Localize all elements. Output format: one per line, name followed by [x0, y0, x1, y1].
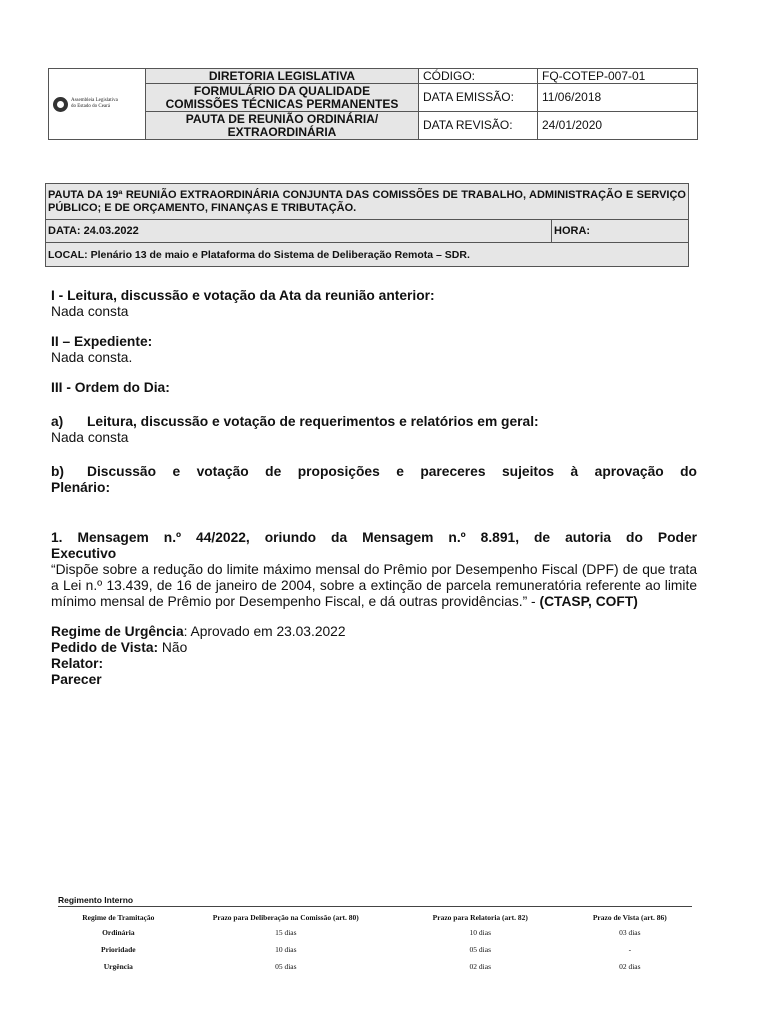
codigo-value: FQ-COTEP-007-01 — [538, 69, 698, 84]
regimento-header: Prazo de Vista (art. 86) — [592, 912, 667, 922]
meeting-date-row — [46, 219, 688, 242]
section-ordem-do-dia — [51, 380, 697, 396]
emissao-label: DATA EMISSÃO: — [419, 84, 538, 112]
regimento-table — [58, 910, 692, 975]
subsection-a — [51, 414, 697, 446]
subsection-b — [51, 464, 697, 496]
section-text: Nada consta — [51, 304, 129, 319]
codigo-label: CÓDIGO: — [419, 69, 538, 84]
item-summary: “Dispõe sobre a redução do limite máximo mensal do Prêmio por Desempenho Fiscal (DPF) de que trata a Lei n.º 13.439, de 16 de janeiro de 2004, sobre a extinção de parcela remuneratória referente ao limite mínimo mensal de Prêmio por Desempenho Fiscal, e dá outras providências.” - (CTASP, COFT) — [51, 562, 697, 609]
formulario-heading: FORMULÁRIO DA QUALIDADE COMISSÕES TÉCNICAS PERMANENTES — [146, 84, 419, 112]
agenda-item-1 — [51, 530, 697, 610]
parecer-line: Parecer — [51, 672, 102, 687]
revisao-value: 24/01/2020 — [538, 112, 698, 140]
section-title: III - Ordem do Dia: — [51, 380, 170, 395]
assembly-logo-text: Assembleia Legislativa do Estado do Ceará — [71, 98, 118, 109]
vista-line: Pedido de Vista: Não — [51, 640, 188, 655]
section-title: I - Leitura, discussão e votação da Ata da reunião anterior: — [51, 288, 435, 303]
table-row: Urgência 05 dias 02 dias 02 dias — [103, 962, 641, 971]
logo-cell — [49, 69, 146, 140]
table-row: Prioridade 10 dias 05 dias - — [101, 945, 632, 954]
regimento-header: Prazo para Relatoria (art. 82) — [432, 912, 528, 922]
item-commissions: (CTASP, COFT) — [539, 594, 638, 609]
form-header-table — [48, 68, 698, 140]
subsection-title: a) Leitura, discussão e votação de requerimentos e relatórios em geral: — [51, 414, 539, 429]
regimento-header: Prazo para Deliberação na Comissão (art. 80) — [212, 912, 359, 922]
item-status — [51, 624, 697, 688]
diretoria-heading: DIRETORIA LEGISLATIVA — [146, 69, 419, 84]
relator-line: Relator: — [51, 656, 104, 671]
meeting-location: LOCAL: Plenário 13 de maio e Plataforma do Sistema de Deliberação Remota – SDR. — [46, 242, 688, 266]
meeting-info-box — [45, 183, 689, 267]
meeting-time: HORA: — [551, 220, 688, 242]
subsection-title-cont: Plenário: — [51, 480, 111, 495]
meeting-date: DATA: 24.03.2022 — [48, 225, 139, 237]
section-reading-minutes — [51, 288, 697, 320]
pauta-heading: PAUTA DE REUNIÃO ORDINÁRIA/ EXTRAORDINÁRIA — [146, 112, 419, 140]
section-text: Nada consta. — [51, 350, 133, 365]
regime-line: Regime de Urgência: Aprovado em 23.03.2022 — [51, 624, 346, 639]
regimento-header-row — [58, 910, 692, 924]
assembly-seal-icon — [53, 97, 68, 112]
subsection-text: Nada consta — [51, 430, 129, 445]
section-title: II – Expediente: — [51, 334, 153, 349]
item-title-cont: Executivo — [51, 546, 117, 561]
revisao-label: DATA REVISÃO: — [419, 112, 538, 140]
meeting-title: PAUTA DA 19ª REUNIÃO EXTRAORDINÁRIA CONJUNTA DAS COMISSÕES DE TRABALHO, ADMINISTRAÇÃO E SERVIÇO PÚBLICO; E DE ORÇAMENTO, FINANÇAS E TRIBUTAÇÃO. — [46, 184, 688, 219]
regimento-interno — [58, 895, 692, 975]
table-row: Ordinária 15 dias 10 dias 03 dias — [102, 928, 641, 937]
item-title: 1. Mensagem n.º 44/2022, oriundo da Mensagem n.º 8.891, de autoria do Poder — [51, 530, 697, 545]
section-expediente — [51, 334, 697, 366]
subsection-title: b) Discussão e votação de proposições e pareceres sujeitos à aprovação do — [51, 464, 697, 479]
agenda-body — [51, 288, 697, 688]
regimento-title: Regimento Interno — [58, 895, 692, 907]
regimento-header: Regime de Tramitação — [82, 912, 155, 922]
emissao-value: 11/06/2018 — [538, 84, 698, 112]
